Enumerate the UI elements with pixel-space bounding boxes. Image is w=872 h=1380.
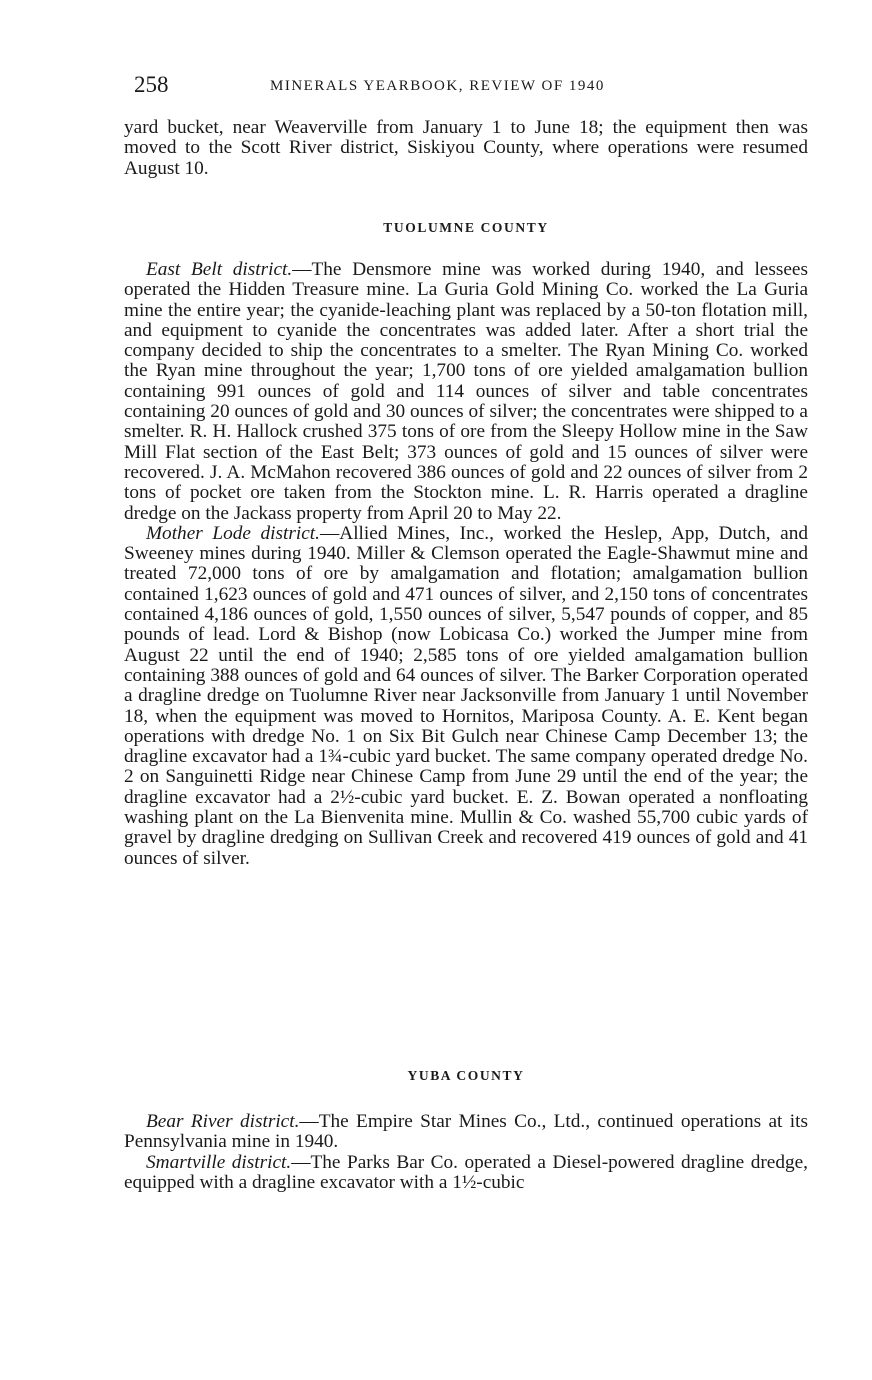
smartville-text: —The Parks Bar Co. operated a Diesel-powered dragline dredge, equipped with a dragline excavator with a 1½-cubic	[124, 1151, 808, 1193]
smartville-paragraph	[124, 1153, 808, 1194]
yuba-section	[124, 1112, 808, 1193]
bear-river-paragraph	[124, 1112, 808, 1153]
mother-lode-paragraph	[124, 524, 808, 869]
running-header	[134, 72, 810, 102]
yuba-county-heading: YUBA COUNTY	[407, 1068, 525, 1083]
smartville-district-label: Smartville district.	[146, 1151, 292, 1173]
mother-lode-district-label: Mother Lode district.	[146, 522, 320, 544]
bear-river-district-label: Bear River district.	[146, 1111, 300, 1132]
intro-paragraph-block	[124, 118, 808, 179]
tuolumne-section	[124, 260, 808, 869]
page-number: 258	[134, 72, 169, 97]
east-belt-text: —The Densmore mine was worked during 1940, and lessees operated the Hidden Treasure mine. La Guria Gold Mining Co. worked the La Guria mine the entire year; the cyanide-leaching plant was replaced by a 50-ton flotation mill, and equipment to cyanide the concentrates was added later. After a short trial the company decided to ship the concentrates to a smelter. The Ryan Mining Co. worked the Ryan mine throughout the year; 1,700 tons of ore yielded amalgamation bullion containing 991 ounces of gold and 114 ounces of silver and table concentrates containing 20 ounces of gold and 30 ounces of silver; the concentrates were shipped to a smelter. R. H. Hallock crushed 375 tons of ore from the Sleepy Hollow mine in the Saw Mill Flat section of the East Belt; 373 ounces of gold and 15 ounces of silver were recovered. J. A. McMahon recovered 386 ounces of gold and 22 ounces of silver from 2 tons of pocket ore taken from the Stockton mine. L. R. Harris operated a dragline dredge on the Jackass property from April 20 to May 22.	[124, 259, 808, 524]
tuolumne-county-heading: TUOLUMNE COUNTY	[383, 220, 549, 235]
east-belt-district-label: East Belt district.	[146, 259, 293, 280]
running-title: MINERALS YEARBOOK, REVIEW OF 1940	[270, 78, 605, 94]
bear-river-text: —The Empire Star Mines Co., Ltd., continued operations at its Pennsylvania mine in 1940.	[124, 1111, 808, 1153]
mother-lode-text: —Allied Mines, Inc., worked the Heslep, App, Dutch, and Sweeney mines during 1940. Miller & Clemson operated the Eagle-Shawmut mine and treated 72,000 tons of ore by amalgamation and flotation; amalgamation bullion contained 1,623 ounces of gold and 471 ounces of silver, and 2,150 tons of concentrates contained 4,186 ounces of gold, 1,550 ounces of silver, 5,547 pounds of copper, and 85 pounds of lead. Lord & Bishop (now Lobicasa Co.) worked the Jumper mine from August 22 until the end of 1940; 2,585 tons of ore yielded amalgamation bullion containing 388 ounces of gold and 64 ounces of silver. The Barker Corporation operated a dragline dredge on Tuolumne River near Jacksonville from January 1 until November 18, when the equipment was moved to Hornitos, Mariposa County. A. E. Kent began operations with dredge No. 1 on Six Bit Gulch near Chinese Camp December 13; the dragline excavator had a 1¾-cubic yard bucket. The same company operated dredge No. 2 on Sanguinetti Ridge near Chinese Camp from June 29 until the end of the year; the dragline excavator had a 2½-cubic yard bucket. E. Z. Bowan operated a nonfloating washing plant on the La Bienvenita mine. Mullin & Co. washed 55,700 cubic yards of gravel by dragline dredging on Sullivan Creek and recovered 419 ounces of gold and 41 ounces of silver.	[124, 522, 809, 869]
east-belt-paragraph	[124, 260, 808, 524]
intro-paragraph: yard bucket, near Weaverville from January 1 to June 18; the equipment then was moved to the Scott River district, Siskiyou County, where operations were resumed August 10.	[124, 117, 808, 179]
